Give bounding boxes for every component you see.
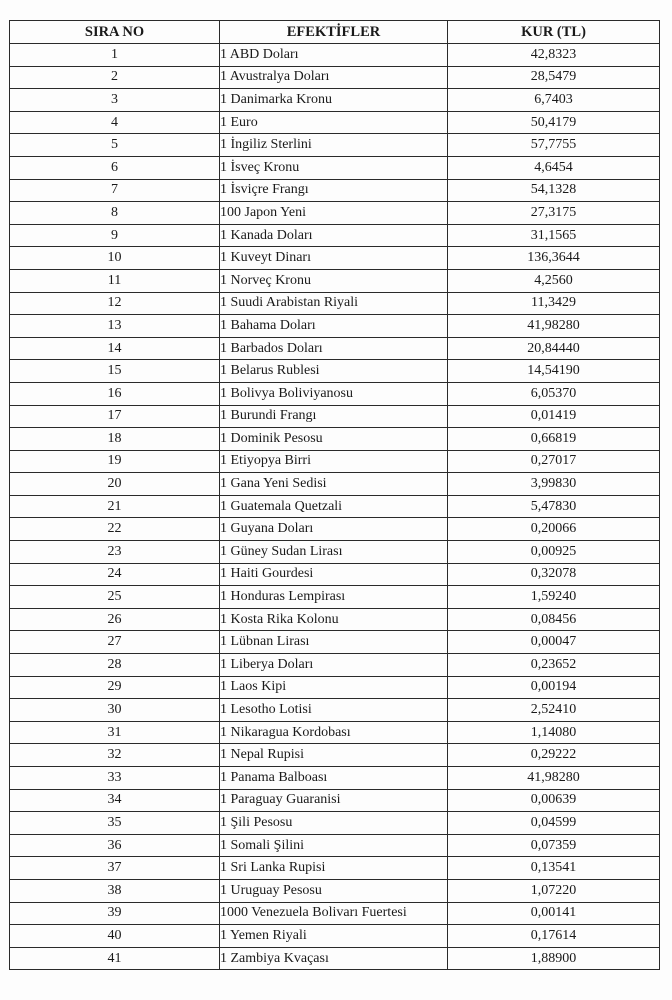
row-number: 15 bbox=[10, 360, 220, 383]
exchange-rate: 0,29222 bbox=[448, 744, 660, 767]
exchange-rate: 1,14080 bbox=[448, 721, 660, 744]
table-row bbox=[10, 156, 660, 179]
exchange-rate: 2,52410 bbox=[448, 699, 660, 722]
exchange-rate: 6,05370 bbox=[448, 382, 660, 405]
exchange-rate: 50,4179 bbox=[448, 111, 660, 134]
currency-name: 1 Lesotho Lotisi bbox=[220, 699, 448, 722]
table-row bbox=[10, 428, 660, 451]
table-row bbox=[10, 292, 660, 315]
row-number: 30 bbox=[10, 699, 220, 722]
row-number: 36 bbox=[10, 834, 220, 857]
row-number: 38 bbox=[10, 879, 220, 902]
currency-name: 1 Norveç Kronu bbox=[220, 269, 448, 292]
exchange-rate: 0,01419 bbox=[448, 405, 660, 428]
currency-name: 1 Bahama Doları bbox=[220, 315, 448, 338]
currency-name: 1 Sri Lanka Rupisi bbox=[220, 857, 448, 880]
row-number: 14 bbox=[10, 337, 220, 360]
exchange-rate: 1,59240 bbox=[448, 586, 660, 609]
row-number: 19 bbox=[10, 450, 220, 473]
row-number: 32 bbox=[10, 744, 220, 767]
table-row bbox=[10, 699, 660, 722]
table-row bbox=[10, 721, 660, 744]
currency-name: 1 Somali Şilini bbox=[220, 834, 448, 857]
currency-name: 1 Guatemala Quetzali bbox=[220, 495, 448, 518]
table-row bbox=[10, 495, 660, 518]
currency-name: 1 Dominik Pesosu bbox=[220, 428, 448, 451]
table-row bbox=[10, 89, 660, 112]
row-number: 11 bbox=[10, 269, 220, 292]
currency-name: 1 Euro bbox=[220, 111, 448, 134]
currency-name: 1 Kosta Rika Kolonu bbox=[220, 608, 448, 631]
row-number: 16 bbox=[10, 382, 220, 405]
exchange-rate: 0,32078 bbox=[448, 563, 660, 586]
row-number: 39 bbox=[10, 902, 220, 925]
exchange-rate: 0,08456 bbox=[448, 608, 660, 631]
table-row bbox=[10, 857, 660, 880]
table-row bbox=[10, 269, 660, 292]
currency-name: 1 İsveç Kronu bbox=[220, 156, 448, 179]
currency-name: 1 Zambiya Kvaçası bbox=[220, 947, 448, 970]
exchange-rate: 14,54190 bbox=[448, 360, 660, 383]
row-number: 37 bbox=[10, 857, 220, 880]
currency-name: 1 Panama Balboası bbox=[220, 767, 448, 790]
currency-name: 1 Güney Sudan Lirası bbox=[220, 541, 448, 564]
row-number: 10 bbox=[10, 247, 220, 270]
table-row bbox=[10, 382, 660, 405]
currency-name: 1 Bolivya Boliviyanosu bbox=[220, 382, 448, 405]
exchange-rate: 0,00925 bbox=[448, 541, 660, 564]
row-number: 34 bbox=[10, 789, 220, 812]
exchange-rate: 28,5479 bbox=[448, 66, 660, 89]
exchange-rate: 31,1565 bbox=[448, 224, 660, 247]
currency-name: 1 Yemen Riyali bbox=[220, 925, 448, 948]
currency-name: 1 Belarus Rublesi bbox=[220, 360, 448, 383]
exchange-rate: 54,1328 bbox=[448, 179, 660, 202]
exchange-rate: 0,23652 bbox=[448, 654, 660, 677]
table-header-row bbox=[10, 21, 660, 44]
exchange-rate: 42,8323 bbox=[448, 44, 660, 67]
currency-name: 1000 Venezuela Bolivarı Fuertesi bbox=[220, 902, 448, 925]
row-number: 12 bbox=[10, 292, 220, 315]
table-row bbox=[10, 834, 660, 857]
table-row bbox=[10, 518, 660, 541]
table-body bbox=[10, 44, 660, 970]
exchange-rate: 0,07359 bbox=[448, 834, 660, 857]
table-row bbox=[10, 608, 660, 631]
currency-name: 1 Kanada Doları bbox=[220, 224, 448, 247]
table-row bbox=[10, 541, 660, 564]
table-row bbox=[10, 654, 660, 677]
currency-name: 1 Nepal Rupisi bbox=[220, 744, 448, 767]
exchange-rate: 0,00194 bbox=[448, 676, 660, 699]
row-number: 9 bbox=[10, 224, 220, 247]
table-row bbox=[10, 44, 660, 67]
row-number: 26 bbox=[10, 608, 220, 631]
exchange-rate: 0,13541 bbox=[448, 857, 660, 880]
currency-name: 1 Danimarka Kronu bbox=[220, 89, 448, 112]
currency-name: 1 Gana Yeni Sedisi bbox=[220, 473, 448, 496]
row-number: 27 bbox=[10, 631, 220, 654]
exchange-rate: 1,88900 bbox=[448, 947, 660, 970]
table-row bbox=[10, 902, 660, 925]
row-number: 20 bbox=[10, 473, 220, 496]
exchange-rate: 0,66819 bbox=[448, 428, 660, 451]
header-kur: KUR (TL) bbox=[448, 21, 660, 44]
table-row bbox=[10, 450, 660, 473]
table-row bbox=[10, 925, 660, 948]
table-row bbox=[10, 473, 660, 496]
exchange-rate: 5,47830 bbox=[448, 495, 660, 518]
table-row bbox=[10, 66, 660, 89]
row-number: 7 bbox=[10, 179, 220, 202]
table-row bbox=[10, 812, 660, 835]
exchange-rate: 0,20066 bbox=[448, 518, 660, 541]
exchange-rate: 136,3644 bbox=[448, 247, 660, 270]
exchange-rate: 11,3429 bbox=[448, 292, 660, 315]
exchange-rate: 20,84440 bbox=[448, 337, 660, 360]
table-row bbox=[10, 315, 660, 338]
table-row bbox=[10, 405, 660, 428]
exchange-rate: 4,2560 bbox=[448, 269, 660, 292]
exchange-rate: 0,00639 bbox=[448, 789, 660, 812]
exchange-rate: 4,6454 bbox=[448, 156, 660, 179]
row-number: 31 bbox=[10, 721, 220, 744]
exchange-rate: 57,7755 bbox=[448, 134, 660, 157]
row-number: 24 bbox=[10, 563, 220, 586]
currency-name: 1 Suudi Arabistan Riyali bbox=[220, 292, 448, 315]
row-number: 35 bbox=[10, 812, 220, 835]
table-row bbox=[10, 767, 660, 790]
row-number: 40 bbox=[10, 925, 220, 948]
row-number: 2 bbox=[10, 66, 220, 89]
exchange-rate: 0,00047 bbox=[448, 631, 660, 654]
header-sira-no: SIRA NO bbox=[10, 21, 220, 44]
exchange-rate: 1,07220 bbox=[448, 879, 660, 902]
exchange-rate: 3,99830 bbox=[448, 473, 660, 496]
row-number: 28 bbox=[10, 654, 220, 677]
currency-name: 1 Etiyopya Birri bbox=[220, 450, 448, 473]
row-number: 18 bbox=[10, 428, 220, 451]
row-number: 17 bbox=[10, 405, 220, 428]
row-number: 13 bbox=[10, 315, 220, 338]
table-row bbox=[10, 202, 660, 225]
table-row bbox=[10, 247, 660, 270]
row-number: 5 bbox=[10, 134, 220, 157]
table-row bbox=[10, 744, 660, 767]
row-number: 29 bbox=[10, 676, 220, 699]
currency-name: 1 Lübnan Lirası bbox=[220, 631, 448, 654]
currency-name: 1 ABD Doları bbox=[220, 44, 448, 67]
exchange-rate: 41,98280 bbox=[448, 767, 660, 790]
row-number: 4 bbox=[10, 111, 220, 134]
currency-name: 1 Paraguay Guaranisi bbox=[220, 789, 448, 812]
currency-name: 1 Laos Kipi bbox=[220, 676, 448, 699]
row-number: 8 bbox=[10, 202, 220, 225]
header-efektifler: EFEKTİFLER bbox=[220, 21, 448, 44]
currency-name: 100 Japon Yeni bbox=[220, 202, 448, 225]
exchange-rate: 0,27017 bbox=[448, 450, 660, 473]
row-number: 3 bbox=[10, 89, 220, 112]
currency-name: 1 Uruguay Pesosu bbox=[220, 879, 448, 902]
currency-name: 1 Guyana Doları bbox=[220, 518, 448, 541]
exchange-rate: 41,98280 bbox=[448, 315, 660, 338]
row-number: 25 bbox=[10, 586, 220, 609]
exchange-rate: 27,3175 bbox=[448, 202, 660, 225]
currency-name: 1 Honduras Lempirası bbox=[220, 586, 448, 609]
table-row bbox=[10, 563, 660, 586]
row-number: 6 bbox=[10, 156, 220, 179]
row-number: 41 bbox=[10, 947, 220, 970]
currency-name: 1 Barbados Doları bbox=[220, 337, 448, 360]
table-row bbox=[10, 134, 660, 157]
currency-name: 1 Haiti Gourdesi bbox=[220, 563, 448, 586]
exchange-rate: 6,7403 bbox=[448, 89, 660, 112]
exchange-rate: 0,00141 bbox=[448, 902, 660, 925]
currency-name: 1 Nikaragua Kordobası bbox=[220, 721, 448, 744]
currency-name: 1 İsviçre Frangı bbox=[220, 179, 448, 202]
currency-name: 1 Şili Pesosu bbox=[220, 812, 448, 835]
table-row bbox=[10, 179, 660, 202]
exchange-rate: 0,04599 bbox=[448, 812, 660, 835]
table-row bbox=[10, 631, 660, 654]
table-row bbox=[10, 879, 660, 902]
row-number: 23 bbox=[10, 541, 220, 564]
currency-name: 1 Burundi Frangı bbox=[220, 405, 448, 428]
table-row bbox=[10, 789, 660, 812]
table-row bbox=[10, 947, 660, 970]
row-number: 1 bbox=[10, 44, 220, 67]
currency-name: 1 Avustralya Doları bbox=[220, 66, 448, 89]
currency-name: 1 Liberya Doları bbox=[220, 654, 448, 677]
table-row bbox=[10, 224, 660, 247]
table-row bbox=[10, 676, 660, 699]
table-row bbox=[10, 337, 660, 360]
row-number: 33 bbox=[10, 767, 220, 790]
table-row bbox=[10, 111, 660, 134]
table-row bbox=[10, 360, 660, 383]
row-number: 22 bbox=[10, 518, 220, 541]
exchange-rate-table bbox=[9, 20, 660, 970]
table-row bbox=[10, 586, 660, 609]
currency-name: 1 İngiliz Sterlini bbox=[220, 134, 448, 157]
row-number: 21 bbox=[10, 495, 220, 518]
currency-name: 1 Kuveyt Dinarı bbox=[220, 247, 448, 270]
exchange-rate: 0,17614 bbox=[448, 925, 660, 948]
